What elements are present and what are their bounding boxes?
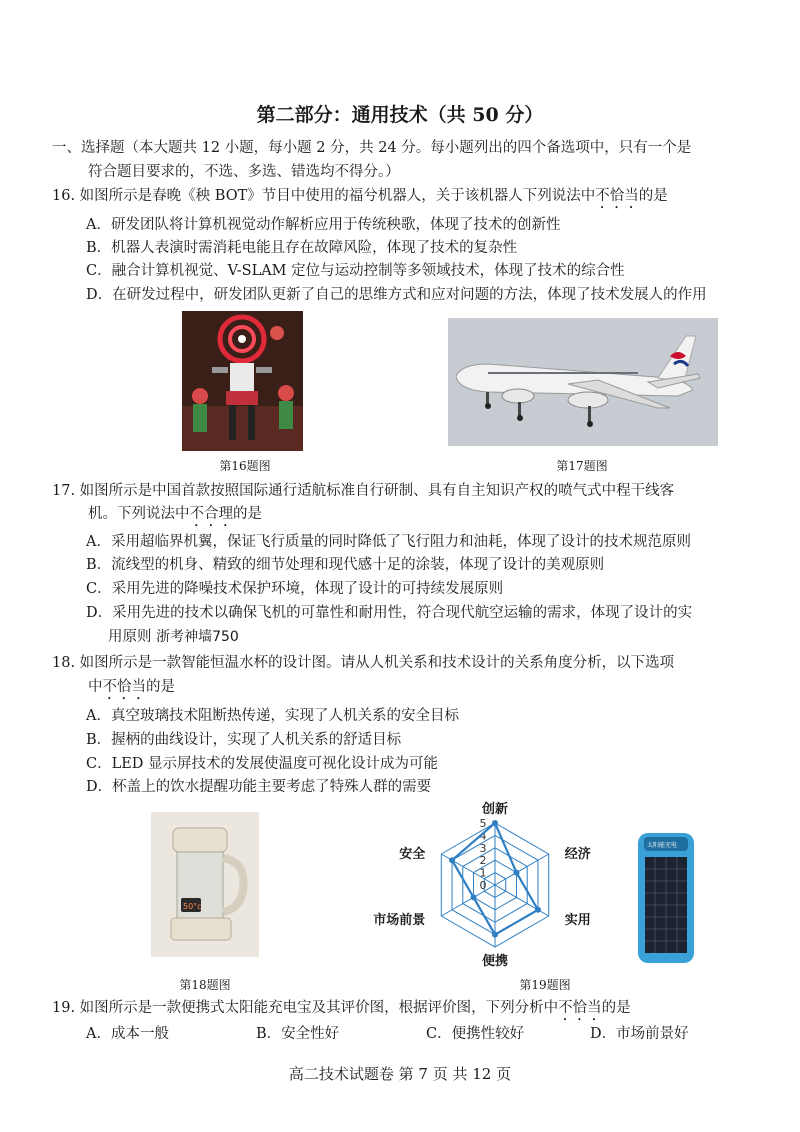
radar-data-point xyxy=(535,907,541,913)
q18-option-a: A．真空玻璃技术阻断热传递，实现了人机关系的安全目标 xyxy=(86,708,459,724)
q19-choice-d: D．市场前景好 xyxy=(590,1026,689,1042)
radar-data-point xyxy=(492,932,498,938)
q18-option-d: D．杯盖上的饮水提醒功能主要考虑了特殊人群的需要 xyxy=(86,779,432,795)
radar-scale-tick: 2 xyxy=(479,854,487,868)
q18-option-c: C．LED 显示屏技术的发展使温度可视化设计成为可能 xyxy=(86,756,439,772)
radar-scale-tick: 4 xyxy=(479,829,487,843)
q19-choice-b: B．安全性好 xyxy=(256,1026,340,1042)
radar-axis-label: 安全 xyxy=(399,847,426,862)
q18-caption: 第18题图 xyxy=(179,978,231,992)
q17-stem-line1: 17. 如图所示是中国首款按照国际通行适航标准自行研制、具有自主知识产权的喷气式中程干线客 xyxy=(52,483,675,499)
radar-axis-label: 创新 xyxy=(481,802,509,817)
radar-spoke xyxy=(495,885,549,916)
radar-scale-tick: 5 xyxy=(479,817,487,830)
q18-option-b: B．握柄的曲线设计，实现了人机关系的舒适目标 xyxy=(86,732,402,748)
q16-robot-image xyxy=(182,311,303,451)
kettle-display-text: 50°c xyxy=(183,902,202,911)
radar-axis-label: 经济 xyxy=(564,847,591,862)
q17-stem-line2: 机。下列说法中不合理的是 xyxy=(88,506,262,522)
q17-option-b: B．流线型的机身、精致的细节处理和现代感十足的涂装，体现了设计的美观原则 xyxy=(86,557,605,573)
q18-kettle-image xyxy=(151,812,259,957)
radar-scale-tick: 0 xyxy=(479,879,487,892)
q16-caption: 第16题图 xyxy=(219,459,271,473)
q16-option-a: A．研发团队将计算机视觉动作解析应用于传统秧歌，体现了技术的创新性 xyxy=(86,217,561,233)
q19-radar-chart xyxy=(370,790,600,980)
q19-choice-c: C．便携性较好 xyxy=(426,1026,525,1042)
section-heading: 一、选择题（本大题共 12 小题，每小题 2 分，共 24 分。每小题列出的四个备选项中，只有一个是 xyxy=(52,140,692,156)
radar-scale-tick: 3 xyxy=(479,841,487,855)
q19-stem: 19. 如图所示是一款便携式太阳能充电宝及其评价图，根据评价图，下列分析中不恰当的是 xyxy=(52,1000,631,1016)
radar-axis-label: 实用 xyxy=(564,913,591,928)
q16-option-c: C．融合计算机视觉、V-SLAM 定位与运动控制等多领域技术，体现了技术的综合性 xyxy=(86,263,625,279)
radar-axis-label: 便携 xyxy=(481,954,509,969)
q17-option-c: C．采用先进的降噪技术保护环境，体现了设计的可持续发展原则 xyxy=(86,581,504,597)
q17-option-d-cont: 用原则 浙考神墙750 xyxy=(108,629,239,645)
q19-solar-charger-image xyxy=(636,831,696,966)
radar-data-point xyxy=(492,820,498,826)
q17-caption: 第17题图 xyxy=(556,459,608,473)
page-title: 第二部分：通用技术（共 50 分） xyxy=(256,104,544,126)
section-heading-cont: 符合题目要求的，不选、多选、错选均不得分。） xyxy=(88,164,400,180)
q19-caption: 第19题图 xyxy=(519,978,571,992)
radar-data-point xyxy=(449,857,455,863)
radar-data-point xyxy=(471,894,477,900)
q17-option-a: A．采用超临界机翼，保证飞行质量的同时降低了飞行阻力和油耗，体现了设计的技术规范原则 xyxy=(86,534,691,550)
solar-label: 太阳能充电 xyxy=(647,842,678,849)
radar-data-point xyxy=(513,870,519,876)
q16-option-b: B．机器人表演时需消耗电能且存在故障风险，体现了技术的复杂性 xyxy=(86,240,518,256)
q16-option-d: D．在研发过程中，研发团队更新了自己的思维方式和应对问题的方法，体现了技术发展人的作用 xyxy=(86,287,707,303)
radar-spoke xyxy=(441,854,495,885)
q18-stem-line2: 中不恰当的是 xyxy=(88,679,175,695)
q16-stem: 16. 如图所示是春晚《秧 BOT》节目中使用的福兮机器人，关于该机器人下列说法中不恰当的是 xyxy=(52,188,668,204)
radar-axis-label: 市场前景 xyxy=(373,913,426,928)
q19-choices xyxy=(86,1022,689,1043)
q17-airplane-image xyxy=(448,318,718,446)
radar-scale-tick: 1 xyxy=(479,866,487,880)
q18-stem-line1: 18. 如图所示是一款智能恒温水杯的设计图。请从人机关系和技术设计的关系角度分析，以下选项 xyxy=(52,655,675,671)
q17-option-d: D．采用先进的技术以确保飞机的可靠性和耐用性，符合现代航空运输的需求，体现了设计的实 xyxy=(86,605,693,621)
q19-choice-a: A．成本一般 xyxy=(86,1026,169,1042)
watermark: 浙考神墙750 xyxy=(156,629,239,645)
page-footer: 高二技术试题卷 第 7 页 共 12 页 xyxy=(288,1065,512,1083)
